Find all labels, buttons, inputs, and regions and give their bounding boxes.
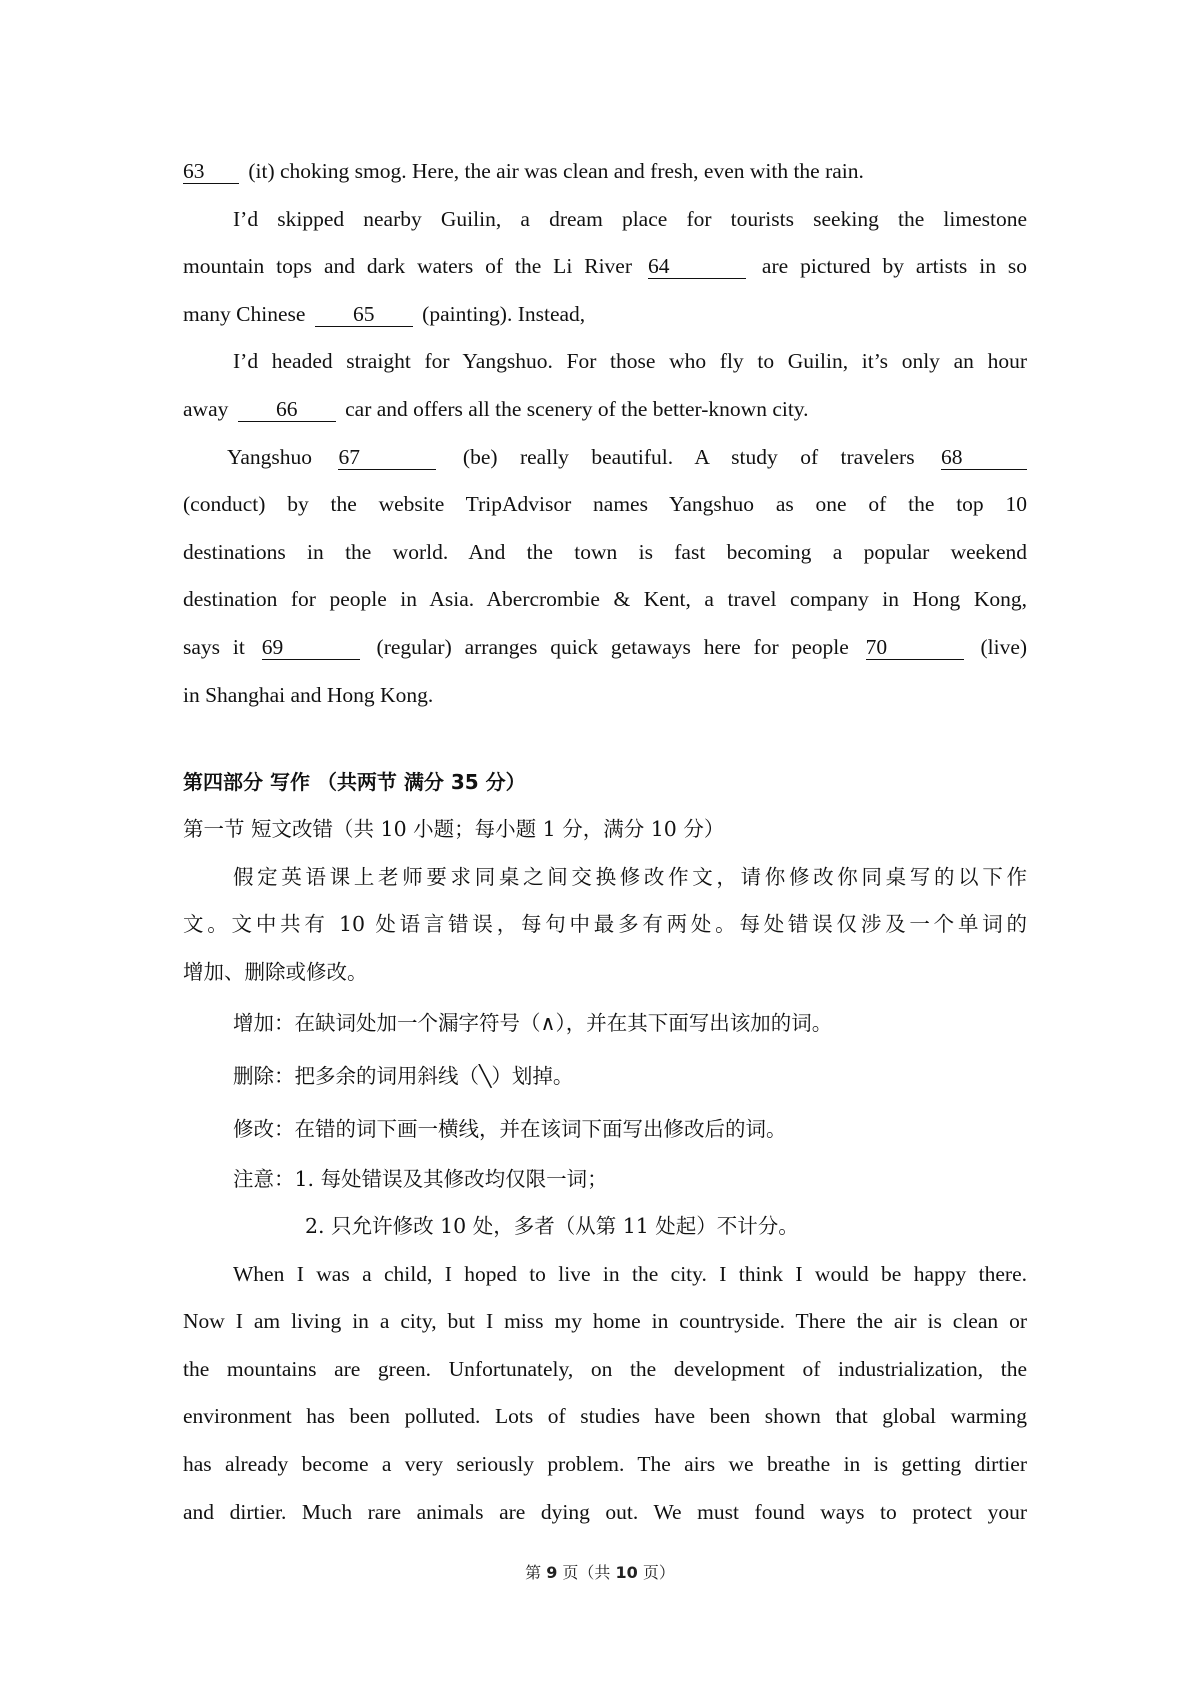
essay-text: and dirtier. Much rare animals are dying out. We must found ways to protect your: [183, 1499, 1027, 1524]
passage-line: [183, 576, 1027, 624]
essay-text: the mountains are green. Unfortunately, on the development of industrialization, the: [183, 1356, 1027, 1381]
passage-line: [183, 338, 1027, 386]
section-title: 第一节 短文改错（共 10 小题；每小题 1 分，满分 10 分）: [183, 817, 725, 842]
instruction-line: 文。文中共有 10 处语言错误，每句中最多有两处。每处错误仅涉及一个单词的: [183, 912, 1027, 937]
passage-text: destinations in the world. And the town is fast becoming a popular weekend: [183, 539, 1027, 564]
passage-text: (live): [980, 634, 1027, 659]
essay-text: When I was a child, I hoped to live in the city. I think I would be happy there.: [233, 1261, 1027, 1286]
essay-line: [183, 1298, 1027, 1346]
passage-text: I’d headed straight for Yangshuo. For those who fly to Guilin, it’s only an hour: [233, 349, 1027, 374]
passage-text: car and offers all the scenery of the better-known city.: [345, 396, 809, 421]
passage-text: (painting). Instead,: [422, 301, 586, 326]
page-footer: [0, 1560, 1200, 1583]
essay-text: Now I am living in a city, but I miss my home in countryside. There the air is clean or: [183, 1309, 1027, 1334]
part-heading: 第四部分 写作 （共两节 满分 35 分）: [183, 770, 526, 795]
footer-text: 页（共: [562, 1563, 611, 1582]
passage-line: [183, 148, 1027, 196]
exam-page: [183, 148, 1027, 1536]
passage-text: destination for people in Asia. Abercrombie & Kent, a travel company in Hong Kong,: [183, 587, 1027, 612]
footer-text: 页）: [642, 1563, 675, 1582]
answer-blank-70[interactable]: 70: [866, 635, 964, 660]
total-pages: 10: [615, 1563, 638, 1582]
answer-blank-64[interactable]: 64: [648, 254, 746, 279]
rule-modify: 修改：在错的词下画一横线，并在该词下面写出修改后的词。: [233, 1116, 787, 1141]
passage-line: [183, 481, 1027, 529]
note-2: 2. 只允许修改 10 处，多者（从第 11 处起）不计分。: [305, 1214, 799, 1239]
essay-line: [183, 1489, 1027, 1537]
answer-blank-63[interactable]: 63: [183, 159, 239, 184]
passage-text: (it) choking smog. Here, the air was clean and fresh, even with the rain.: [243, 159, 864, 183]
instruction-line: 假定英语课上老师要求同桌之间交换修改作文，请你修改你同桌写的以下作: [233, 864, 1027, 889]
passage-text: says it: [183, 634, 245, 659]
answer-blank-67[interactable]: 67: [338, 445, 436, 470]
rule-add: 增加：在缺词处加一个漏字符号（∧），并在其下面写出该加的词。: [233, 1010, 833, 1035]
essay-line: [183, 1346, 1027, 1394]
passage-line: [183, 386, 1027, 434]
passage-text: I’d skipped nearby Guilin, a dream place for tourists seeking the limestone: [233, 206, 1027, 231]
answer-blank-66[interactable]: 66: [238, 397, 336, 422]
passage-text: are pictured by artists in so: [761, 254, 1027, 279]
footer-text: 第: [525, 1563, 542, 1582]
essay-text: environment has been polluted. Lots of studies have been shown that global warming: [183, 1404, 1027, 1429]
passage-text: many Chinese: [183, 301, 306, 326]
passage-line: [183, 624, 1027, 672]
passage-text: (regular) arranges quick getaways here for people: [376, 634, 849, 659]
passage-text: Yangshuo: [227, 444, 313, 469]
passage-line: [183, 243, 1027, 291]
rule-delete: 删除：把多余的词用斜线（╲）划掉。: [233, 1063, 574, 1088]
note-1: 注意：1. 每处错误及其修改均仅限一词；: [233, 1166, 608, 1191]
passage-line: [183, 291, 1027, 339]
passage-line: [183, 196, 1027, 244]
passage-text: (conduct) by the website TripAdvisor names Yangshuo as one of the top 10: [183, 492, 1027, 517]
section-gap: [183, 719, 1027, 759]
instruction-line: 增加、删除或修改。: [183, 959, 368, 984]
passage-text: (be) really beautiful. A study of travelers: [462, 444, 915, 469]
essay-line: [183, 1441, 1027, 1489]
answer-blank-69[interactable]: 69: [262, 635, 360, 660]
essay-line: [183, 1393, 1027, 1441]
answer-blank-68[interactable]: 68: [941, 445, 1027, 470]
essay-line: [183, 1251, 1027, 1299]
passage-text: away: [183, 396, 229, 421]
passage-line: [183, 434, 1027, 482]
passage-text: in Shanghai and Hong Kong.: [183, 682, 434, 707]
passage-text: mountain tops and dark waters of the Li River: [183, 254, 633, 279]
passage-line: [183, 529, 1027, 577]
essay-text: has already become a very seriously problem. The airs we breathe in is getting dirtier: [183, 1452, 1027, 1477]
page-number: 9: [546, 1563, 558, 1582]
answer-blank-65[interactable]: 65: [315, 302, 413, 327]
passage-line: [183, 672, 1027, 720]
